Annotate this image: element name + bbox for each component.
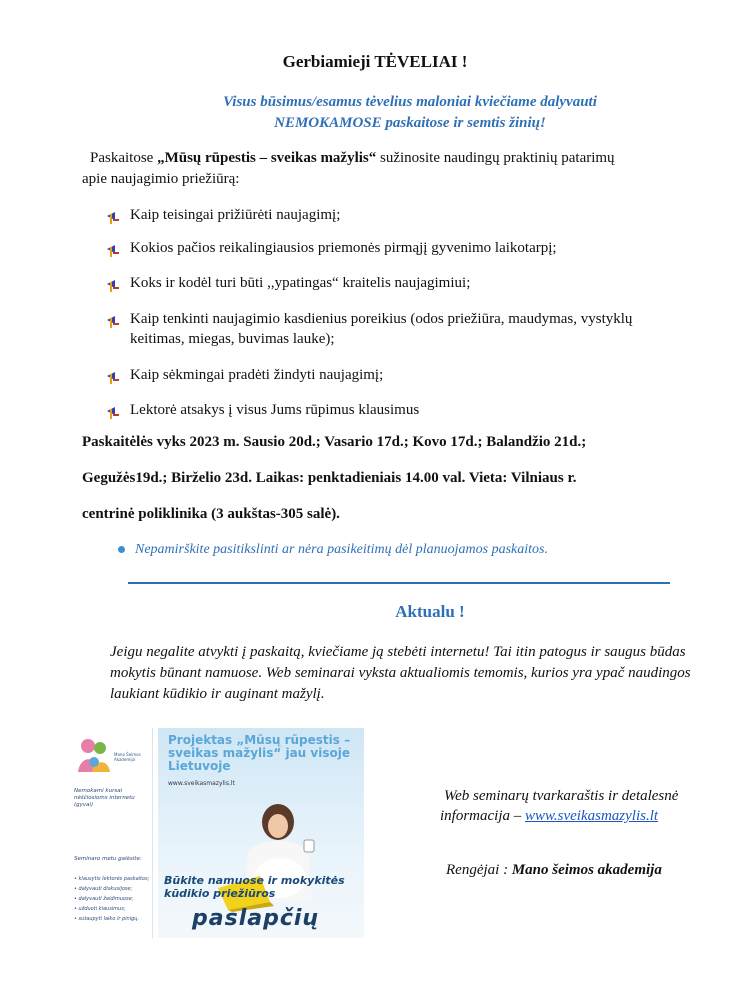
- logo-text: Mano Šeimos Akademija: [114, 752, 141, 762]
- schedule-line-3: centrinė poliklinika (3 aukštas-305 salė).: [82, 506, 340, 522]
- list-item: Kaip teisingai prižiūrėti naujagimį;: [104, 205, 684, 225]
- list-item: Lektorė atsakys į visus Jums rūpimus klausimus: [104, 400, 684, 420]
- invitation-line-2: NEMOKAMOSE paskaitose ir semtis žinių!: [274, 115, 546, 131]
- poster-tagline-big: paslapčių: [192, 906, 320, 931]
- schedule-line-1: Paskaitėlės vyks 2023 m. Sausio 20d.; Vasario 17d.; Kovo 17d.; Balandžio 21d.;: [82, 434, 587, 450]
- lecture-name: „Mūsų rūpestis – sveikas mažylis“: [157, 150, 377, 166]
- pushpin-bullet-icon: [104, 276, 120, 292]
- poster-right-panel: [158, 728, 364, 938]
- intro-line-2: apie naujagimio priežiūrą:: [82, 171, 240, 187]
- poster-subtitle: Nemokami kursai nėščiosioms internetu (gyvai): [74, 788, 135, 808]
- organizer: [446, 862, 662, 879]
- pushpin-bullet-icon: [104, 312, 120, 328]
- webinar-info: [440, 786, 730, 826]
- pushpin-bullet-icon: [104, 241, 120, 257]
- schedule-line-2: Gegužės19d.; Birželio 23d. Laikas: penktadieniais 14.00 val. Vieta: Vilniaus r.: [82, 470, 577, 486]
- family-logo-icon: [74, 734, 114, 774]
- pushpin-bullet-icon: [104, 208, 120, 224]
- poster-image: [66, 728, 364, 938]
- poster-seminar-heading: Seminaro metu galėsite:: [74, 856, 142, 862]
- website-link[interactable]: www.sveikasmazylis.lt: [525, 808, 659, 824]
- pushpin-bullet-icon: [104, 368, 120, 384]
- intro-prefix: Paskaitose: [90, 150, 158, 166]
- list-item: Kokios pačios reikalingiausios priemonės pirmąjį gyvenimo laikotarpį;: [104, 238, 684, 258]
- poster-items: • klausytis lektorės paskaitos; • dalyvauti diskusijose; • dalyvauti žaidimuose; • užduoti klausimus; • sutaupyti laiko ir pinigų.: [74, 876, 150, 922]
- invitation-line-1: Visus būsimus/esamus tėvelius maloniai kviečiame dalyvauti: [223, 94, 597, 110]
- list-item: Kaip sėkmingai pradėti žindyti naujagimį;: [104, 365, 684, 385]
- intro-text: [82, 148, 682, 190]
- list-item: Kaip tenkinti naujagimio kasdienius poreikius (odos priežiūra, maudymas, vystyklų keitimas, miegas, buvimas lauke);: [104, 309, 684, 349]
- reminder-note: Nepamirškite pasitikslinti ar nėra pasikeitimų dėl planuojamos paskaitos.: [118, 542, 678, 558]
- pushpin-bullet-icon: [104, 403, 120, 419]
- list-item: Koks ir kodėl turi būti ,,ypatingas“ kraitelis naujagimiui;: [104, 273, 684, 293]
- poster-url: www.sveikasmazylis.lt: [168, 780, 235, 787]
- bullet-dot-icon: [118, 546, 125, 553]
- webinar-info-line-1: Web seminarų tvarkaraštis ir detalesnė: [444, 788, 679, 804]
- invitation: [140, 92, 680, 134]
- poster-left-panel: [66, 728, 153, 938]
- intro-suffix: sužinosite naudingų praktinių patarimų: [376, 150, 615, 166]
- poster-headline: Projektas „Mūsų rūpestis – sveikas mažylis“ jau visoje Lietuvoje: [168, 733, 351, 773]
- page-title: Gerbiamieji TĖVELIAI !: [282, 52, 468, 71]
- section-heading: Aktualu !: [395, 602, 465, 621]
- divider: [128, 582, 670, 584]
- organizer-label: Rengėjai :: [446, 862, 512, 878]
- webinar-paragraph: Jeigu negalite atvykti į paskaitą, kviečiame ją stebėti internetu! Tai itin patogus ir saugus būdas mokytis būnant namuose. Web seminarai vyksta aktualiomis temomis, kurios yra ypač naudingos laukiant kūdikio ir auginant mažylį.: [110, 644, 691, 702]
- poster-tagline-small: Būkite namuose ir mokykitės kūdikio priežiūros: [164, 874, 345, 900]
- organizer-name: Mano šeimos akademija: [511, 862, 662, 878]
- webinar-info-line-2: informacija – www.sveikasmazylis.lt: [440, 808, 659, 824]
